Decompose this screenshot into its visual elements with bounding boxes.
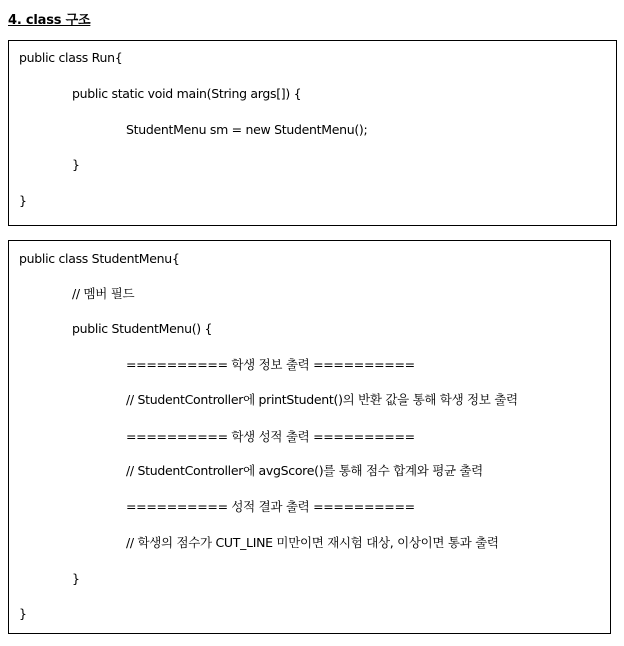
code-line-result-comment: // 학생의 점수가 CUT_LINE 미만이면 재시험 대상, 이상이면 통과 출력 bbox=[126, 535, 499, 550]
code-line-member-field-comment: // 멤버 필드 bbox=[72, 286, 135, 301]
section-title: 4. class 구조 bbox=[8, 13, 91, 28]
run-class-code-box bbox=[8, 40, 617, 226]
code-line-student-info-header: ========== 학생 정보 출력 ========== bbox=[126, 357, 415, 372]
code-line-class-declaration: public class Run{ bbox=[19, 50, 123, 65]
code-line-student-menu-instance: StudentMenu sm = new StudentMenu(); bbox=[126, 122, 368, 137]
student-menu-class-code-box bbox=[8, 240, 611, 634]
code-line-score-header: ========== 학생 성적 출력 ========== bbox=[126, 429, 415, 444]
code-line-class-close-brace: } bbox=[19, 193, 27, 208]
code-line-result-header: ========== 성적 결과 출력 ========== bbox=[126, 499, 415, 514]
code-line-constructor: public StudentMenu() { bbox=[72, 321, 213, 336]
code-line-score-comment: // StudentController에 avgScore()를 통해 점수 합계와 평균 출력 bbox=[126, 463, 483, 478]
code-line-main-method: public static void main(String args[]) { bbox=[72, 86, 302, 101]
code-line-method-close-brace: } bbox=[72, 157, 80, 172]
code-line-class-declaration: public class StudentMenu{ bbox=[19, 251, 180, 266]
code-line-class-close-brace: } bbox=[19, 606, 27, 621]
code-line-student-info-comment: // StudentController에 printStudent()의 반환 값을 통해 학생 정보 출력 bbox=[126, 392, 518, 407]
code-line-constructor-close-brace: } bbox=[72, 571, 80, 586]
